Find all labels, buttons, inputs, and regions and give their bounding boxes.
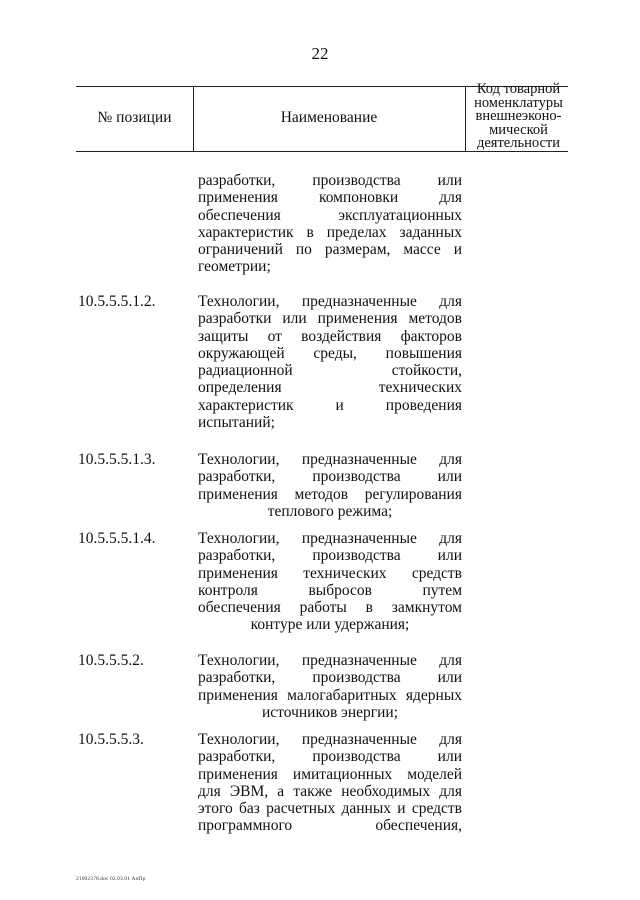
entry-line: контроля выбросов путем (198, 581, 462, 599)
entry-line: этого баз расчетных данных и средств (198, 800, 462, 818)
entry-line: Технологии, предназначенные для (198, 652, 462, 669)
entry-line: разработки, производства или (198, 468, 462, 486)
entry-line: применения компоновки для (198, 189, 462, 207)
entry-line: Технологии, предназначенные для (198, 530, 462, 547)
column-header-code-line: мической (489, 121, 548, 138)
entry-description (198, 451, 462, 520)
entry-line: разработки или применения методов (198, 310, 462, 328)
entry-description (198, 293, 462, 431)
entry-number: 10.5.5.5.1.2. (78, 293, 156, 310)
entry-line: для ЭВМ, а также необходимых для (198, 782, 462, 800)
entry-line: определения технических (198, 379, 462, 397)
entry-line: Технологии, предназначенные для (198, 731, 462, 748)
entry-line: характеристик и проведения (198, 396, 462, 414)
column-header-code-line: Код товарной (476, 81, 561, 97)
page-number: 22 (311, 44, 329, 63)
entry-line: применения технических средств (198, 564, 462, 582)
entry-number: 10.5.5.5.2. (78, 652, 144, 669)
entry-description (198, 652, 462, 721)
table-header-column-separator (465, 86, 466, 151)
column-header-position: № позиции (97, 109, 172, 126)
entry-line: разработки, производства или (198, 748, 462, 766)
entry-line: обеспечения эксплуатационных (198, 206, 462, 224)
entry-line: разработки, производства или (198, 172, 462, 189)
entry-line: Технологии, предназначенные для (198, 293, 462, 310)
entry-line: окружающей среды, повышения (198, 344, 462, 362)
column-header-code-line: внешнеэконо- (475, 108, 562, 125)
entry-line: обеспечения работы в замкнутом (198, 599, 462, 617)
entry-line: Технологии, предназначенные для (198, 451, 462, 468)
entry-description (198, 731, 462, 835)
entry-line: применения имитационных моделей (198, 765, 462, 783)
entry-description (198, 530, 462, 634)
entry-line: испытаний; (198, 414, 275, 432)
entry-line: источников энергии; (262, 703, 398, 721)
entry-line: разработки, производства или (198, 547, 462, 565)
entry-line: ограничений по размерам, массе и (198, 241, 462, 259)
column-header-name: Наименование (280, 109, 378, 126)
entry-number: 10.5.5.5.1.4. (78, 530, 156, 547)
entry-line: геометрии; (198, 258, 271, 276)
entry-line: контуре или удержания; (250, 616, 410, 634)
table-header-bottom-rule (76, 151, 568, 152)
entry-description (198, 172, 462, 276)
entry-line: разработки, производства или (198, 669, 462, 687)
entry-number: 10.5.5.5.1.3. (78, 451, 156, 468)
entry-number: 10.5.5.5.3. (78, 731, 144, 748)
document-footer: 21002378.doc 02.03.01 АпПр (76, 876, 146, 882)
entry-line: радиационной стойкости, (198, 362, 462, 380)
entry-line: применения малогабаритных ядерных (198, 686, 462, 704)
column-header-code-line: номенклатуры (474, 94, 563, 111)
column-header-code-line: деятельности (476, 135, 560, 152)
entry-line: применения методов регулирования (198, 485, 462, 503)
entry-line: защиты от воздействия факторов (198, 327, 462, 345)
entry-line: программного обеспечения, (198, 817, 462, 835)
entry-line: характеристик в пределах заданных (198, 223, 462, 241)
column-header-code (467, 83, 570, 151)
entry-line: теплового режима; (267, 502, 393, 520)
